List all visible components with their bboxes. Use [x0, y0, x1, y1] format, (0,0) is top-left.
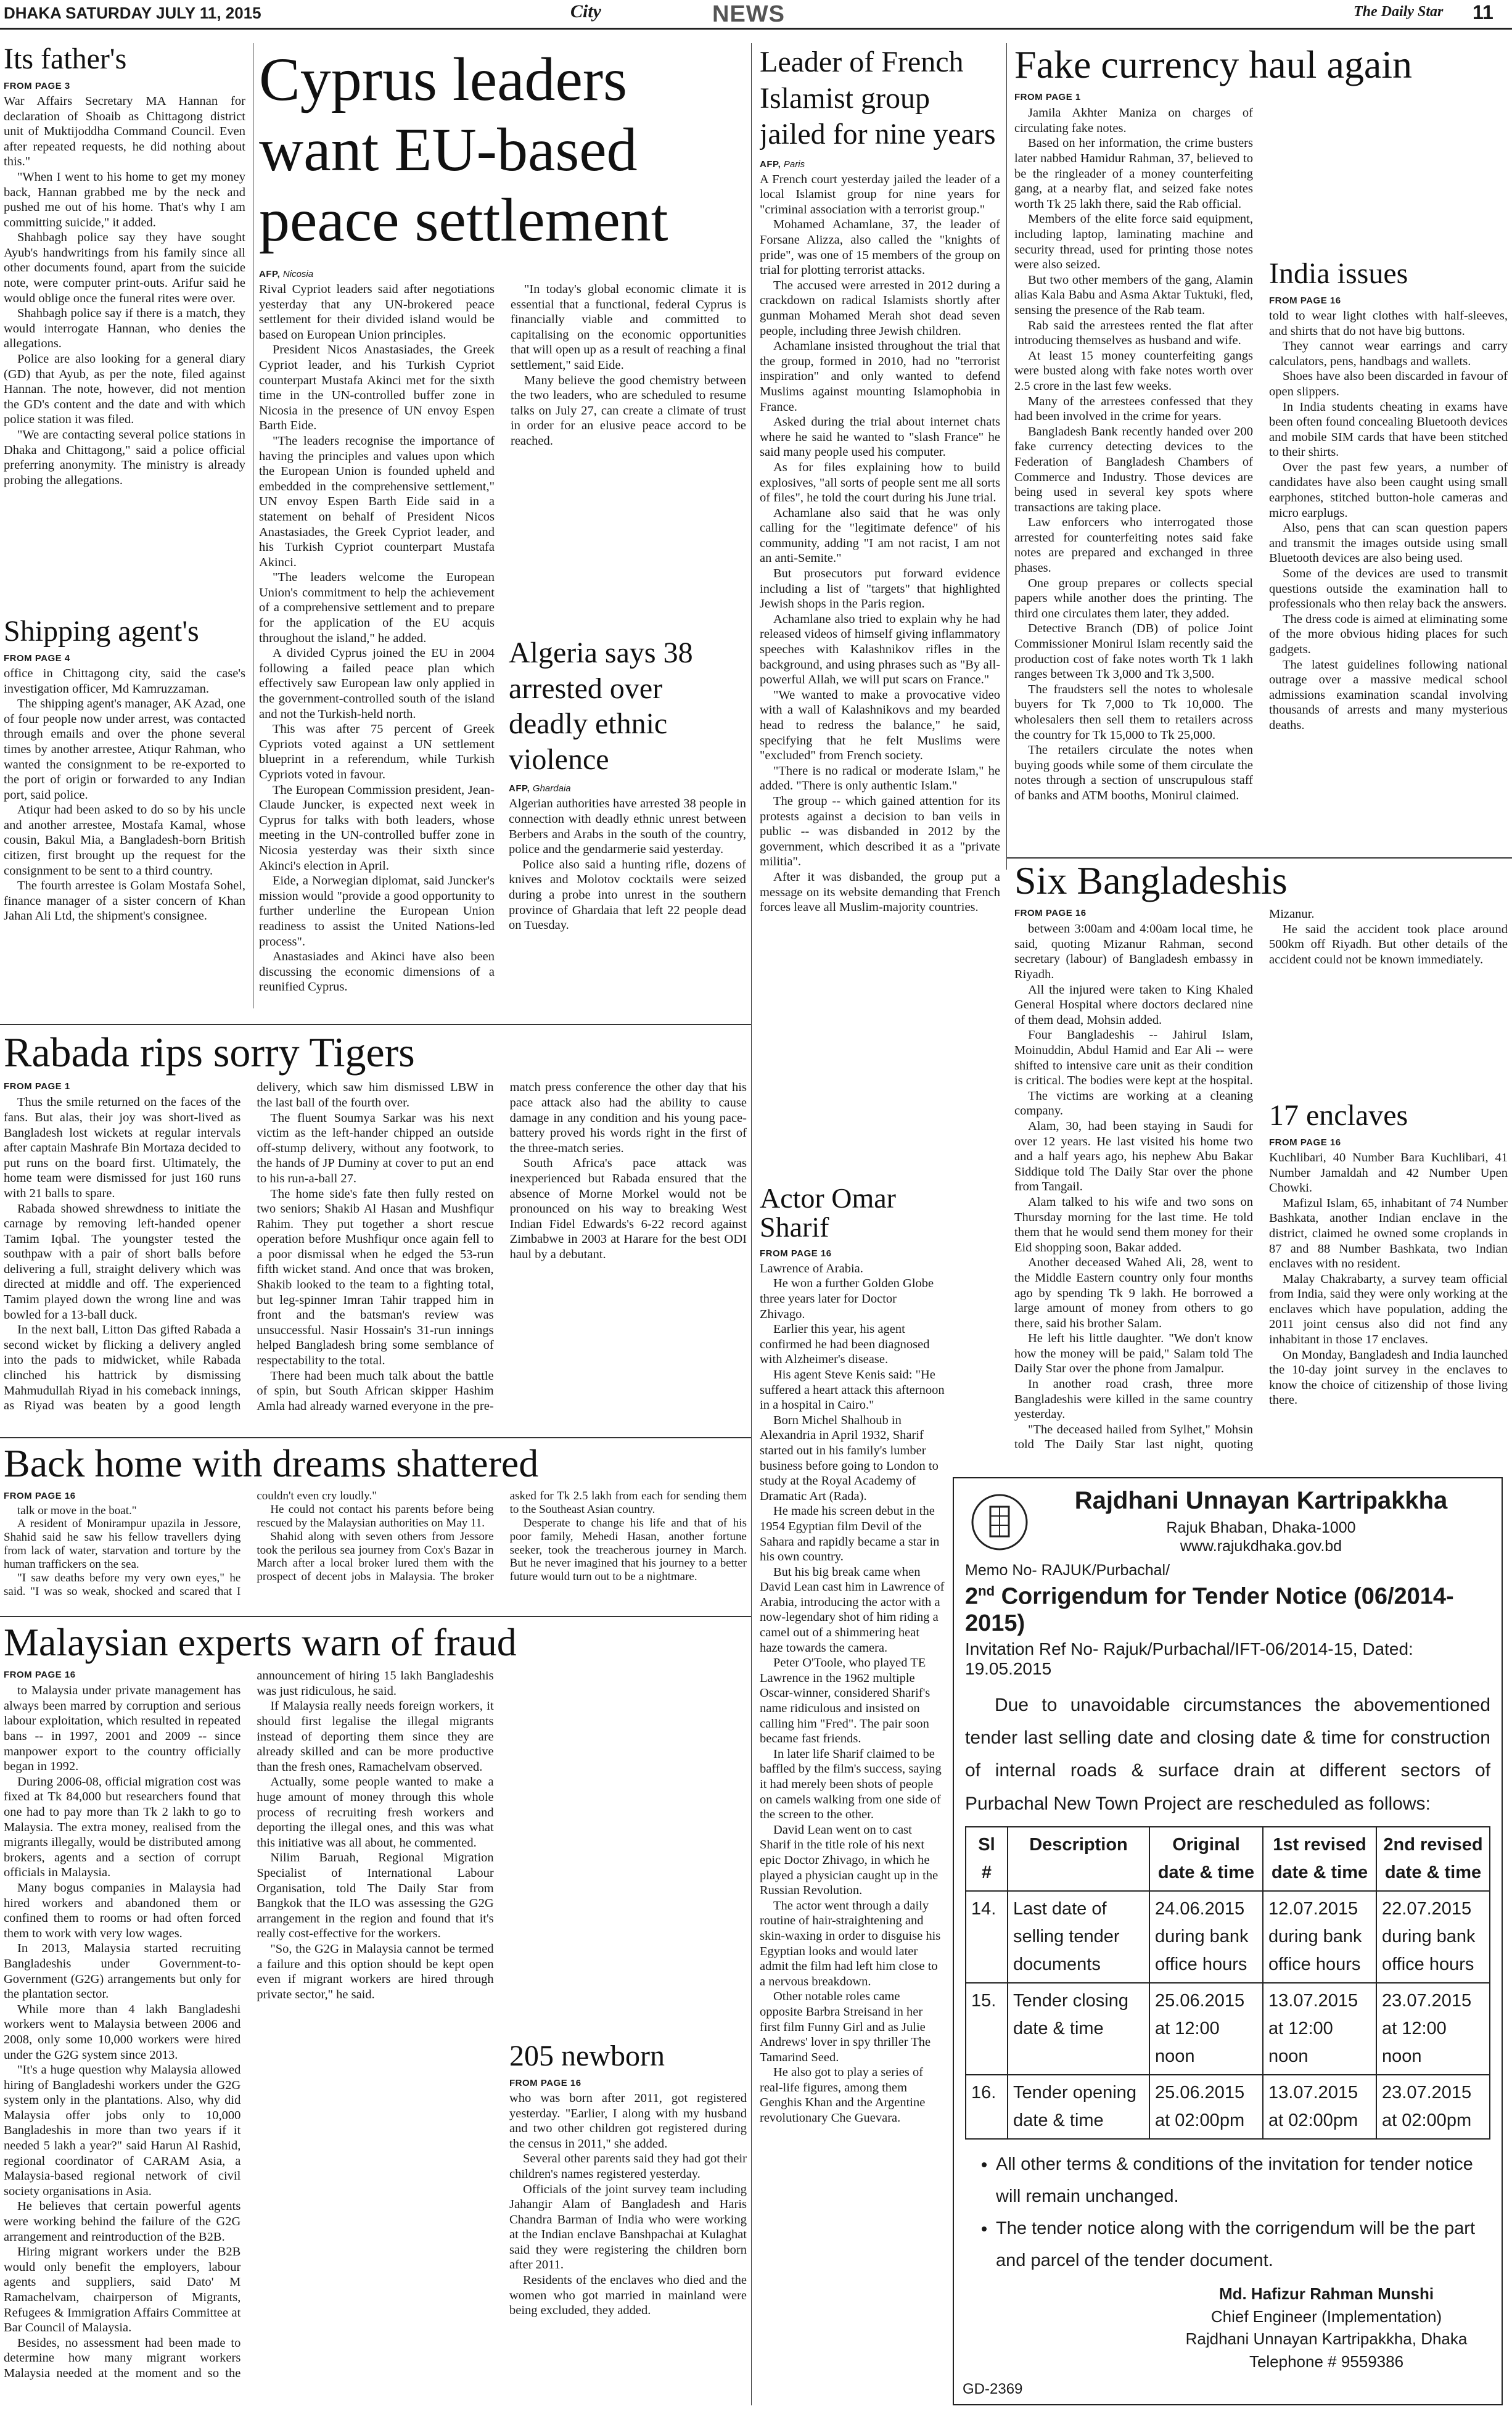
from-page: FROM PAGE 16	[1269, 1137, 1341, 1148]
article-back-home	[4, 1443, 747, 1613]
paragraph: Thus the smile returned on the faces of the fans. But alas, their joy was short-lived as Bangladesh lost wickets at regular intervals after captain Mashrafe Bin Mortaza decided to put runs on the board first. Ultimately, the home team were dismissed for just 160 runs with 21 balls to spare.	[4, 1095, 241, 1200]
paragraph: Law enforcers who interrogated those arrested for counterfeiting notes said fake notes are prepared and exchanged in three phases.	[1014, 516, 1253, 575]
signatory-title: Chief Engineer (Implementation)	[1210, 2307, 1442, 2326]
section-rule	[0, 1437, 751, 1438]
paragraph: Lawrence of Arabia.	[760, 1261, 863, 1275]
paragraph: But two other members of the gang, Alamin alias Kala Babu and Asma Aktar Tuktuki, fled, sensing the presence of the Rab team.	[1014, 273, 1253, 317]
paragraph: The retailers circulate the notes when buying goods while some of them circulate the notes through a section of unscrupulous staff of banks and ATM booths, Monirul claimed.	[1014, 743, 1253, 802]
byline	[259, 269, 746, 279]
ad-intro: Due to unavoidable circumstances the abovementioned tender last selling date and closing date & time for construction of internal roads & surface drain at different sectors of Purbachal New Town Project are rescheduled as follows:	[965, 1694, 1490, 1814]
paragraph: Members of the elite force said equipment, including laptop, laminating machine and security thread, used for printing those notes were also seized.	[1014, 212, 1253, 272]
column-header: 2nd revised date & time	[1376, 1827, 1490, 1891]
paragraph: He left his little daughter. "We don't know how the money will be paid," Salam told The Daily Star over the phone from Jamalpur.	[1014, 1332, 1253, 1376]
paragraph: He made his screen debut in the 1954 Egyptian film Devil of the Sahara and rapidly became a star in his own country.	[760, 1504, 940, 1564]
headline: Actor Omar Sharif	[760, 1184, 896, 1243]
paragraph: "In today's global economic climate it is essential that a functional, federal Cyprus is financially viable and committed to capitalising on the economic opportunities that will open up as a result of reaching a final settlement," said Eide.	[511, 282, 746, 372]
paragraph: Algerian authorities have arrested 38 people in connection with deadly ethnic unrest between Berbers and Arabs in the south of the country, police and the gendarmerie said yesterday.	[509, 797, 746, 857]
article-shipping-agents	[4, 617, 245, 1011]
ad-title-suffix: nd	[978, 1583, 995, 1599]
paragraph: Shoes have also been discarded in favour of open slippers.	[1269, 369, 1508, 398]
telephone: Telephone # 9559386	[1249, 2352, 1404, 2371]
paragraph: Detective Branch (DB) of police Joint Commissioner Monirul Islam recently said the production cost of fake notes worth Tk 1 lakh ranges between Tk 3,000 and Tk 3,500.	[1014, 622, 1253, 682]
section-rule	[0, 1616, 751, 1617]
from-page: FROM PAGE 16	[1269, 295, 1341, 306]
paragraph: In 2013, Malaysia started recruiting Bangladeshis under Government-to-Government (G2G) arrangements but only for the plantation sector.	[4, 1942, 241, 2001]
from-page: FROM PAGE 16	[4, 1491, 76, 1502]
city-label: City	[570, 1, 601, 22]
paragraph: told to wear light clothes with half-sleeves, and shirts that do not have big buttons.	[1269, 308, 1508, 338]
paragraph: Born Michel Shalhoub in Alexandria in April 1932, Sharif started out in his family's lumber business before going to London to study at the Royal Academy of Dramatic Art (Rada).	[760, 1413, 939, 1503]
from-page: FROM PAGE 16	[4, 1670, 76, 1681]
paragraph: He said the accident took place around 500km off Riyadh. But other details of the accident could not be known immediately.	[1269, 922, 1508, 967]
ad-title-number: 2	[965, 1583, 979, 1610]
table-cell: 12.07.2015 during bank office hours	[1263, 1891, 1376, 1983]
paragraph: "It's a huge question why Malaysia allowed hiring of Bangladeshi workers under the G2G system only in the plantations. Also, why did Malaysia offer jobs only to 10,000 Bangladeshis in more than two years if it needed 5 lakh a year?" said Harun Al Rashid, regional coordinator of CARAM Asia, a Malaysia-based regional network of civil society organisations in Asia.	[4, 2063, 241, 2198]
notes-list	[996, 2148, 1490, 2277]
org-name: Rajdhani Unnayan Kartripakkha	[1074, 1487, 1448, 1514]
paragraph: He believes that certain powerful agents were working behind the failure of the G2G arrangement and reintroduction of the B2B.	[4, 2199, 241, 2244]
article-body	[509, 2091, 747, 2318]
paragraph: Peter O'Toole, who played TE Lawrence in the 1962 multiple Oscar-winner, considered Sharif's name ridiculous and insisted on calling him "Fred". The pair soon became fast friends.	[760, 1656, 931, 1746]
article-body	[760, 1261, 945, 2126]
table-cell: 23.07.2015 at 02:00pm	[1376, 2075, 1490, 2139]
byline-place: Ghardaia	[532, 783, 571, 794]
table-cell: 15.	[966, 1983, 1008, 2075]
paragraph: "We wanted to make a provocative video with a wall of Kalashnikovs and my bearded head to redress the balance," he said, specifying that he felt Muslims were "excluded" from French society.	[760, 688, 1000, 763]
paragraph: On Monday, Bangladesh and India launched the 10-day joint survey in the enclaves to know the choice of citizenship of those living there.	[1269, 1348, 1508, 1407]
page-header	[0, 0, 1512, 30]
paragraph: Based on her information, the crime busters later nabbed Hamidur Rahman, 37, believed to be the ringleader of a money counterfeiting gang, at a nearby flat, and seized fake notes worth Tk 25 lakh there, said the Rab official.	[1014, 136, 1253, 211]
paragraph: Alam, 30, had been staying in Saudi for over 12 years. He last visited his home two and a half years ago, his nephew Abu Bakar Siddique told The Daily Star over the phone from Tangail.	[1014, 1119, 1253, 1194]
paragraph: Nilim Baruah, Regional Migration Specialist of International Labour Organisation, told The Daily Star from Bangkok that the ILO was assessing the G2G arrangement in the region and found that it's really cost-effective for the workers.	[257, 1851, 494, 1941]
article-205-newborn	[509, 2041, 747, 2405]
headline: Back home with dreams shattered	[4, 1443, 539, 1485]
paragraph: President Nicos Anastasiades, the Greek Cypriot leader, and his Turkish Cypriot counterpart Mustafa Akinci met for the sixth time in the UN-controlled buffer zone in Nicosia in the presence of UN envoy Espen Barth Eide.	[259, 343, 495, 433]
table-cell: 23.07.2015 at 12:00 noon	[1376, 1983, 1490, 2075]
paragraph: The fluent Soumya Sarkar was his next victim as the left-hander chipped an outside off-stump delivery, without any footwork, to the hands of JP Duminy at cover to put an end to his run-a-ball 27.	[257, 1111, 494, 1185]
rajuk-logo	[970, 1488, 1029, 1556]
from-page: FROM PAGE 16	[509, 2077, 581, 2088]
paragraph: The latest guidelines following national outrage over a massive medical school admissions examination scandal involving thousands of arrests and many mysterious deaths.	[1269, 657, 1508, 732]
ad-header	[965, 1487, 1490, 1558]
list-item: • All other terms & conditions of the invitation for tender notice will remain unchanged.	[996, 2148, 1490, 2212]
memo-number: Memo No- RAJUK/Purbachal/	[965, 1562, 1170, 1579]
paragraph: Achamlane also said that he was only calling for the "legitimate defence" of his community, adding "I am not racist, I am not an anti-Semite."	[760, 506, 1000, 566]
paragraph: A French court yesterday jailed the leader of a local Islamist group for nine years for "criminal association with a terrorist group."	[760, 172, 1000, 216]
article-body	[4, 666, 245, 924]
from-page: FROM PAGE 1	[4, 1081, 70, 1092]
paragraph: War Affairs Secretary MA Hannan for declaration of Shoaib as Chittagong district unit of Muktijoddha Command Council. Even after repeated requests, he did nothing about this."	[4, 94, 245, 169]
table-cell: 25.06.2015 at 02:00pm	[1149, 2075, 1263, 2139]
table-cell: 13.07.2015 at 12:00 noon	[1263, 1983, 1376, 2075]
paragraph: In the next ball, Litton Das gifted Rabada a second wicket by flicking a delivery angled into the pads to midwicket, while Rabada clinched his hattrick by dismissing Mahmudullah Riyad in his comeback innings, as Riyad was beaten by a good length delivery, which saw him dismissed LBW in the last ball of the fourth over.	[4, 1081, 494, 1413]
paragraph: One group prepares or collects special papers while another does the printing. The third one circulates them later, they added.	[1014, 576, 1253, 620]
paragraph: Malay Chakrabarty, a survey team official from India, said they were only working at the enclaves which have population, adding the 2011 joint census also did not find any inhabitant in those 17 enclaves.	[1269, 1272, 1508, 1347]
table-row	[966, 2075, 1490, 2139]
section-rule	[1006, 857, 1512, 859]
org-website: www.rajukdhaka.gov.bd	[1180, 1538, 1342, 1555]
paragraph: The shipping agent's manager, AK Azad, one of four people now under arrest, was contacted through emails and over the phone several times by another arrestee, Atiqur Rahman, who wanted the consignment to be re-exported to the port of origin or forwarded to any Indian port, said police.	[4, 697, 245, 802]
org-address: Rajuk Bhaban, Dhaka-1000	[1166, 1519, 1356, 1536]
table-cell: 25.06.2015 at 12:00 noon	[1149, 1983, 1263, 2075]
paragraph: Eide, a Norwegian diplomat, said Juncker's mission would "provide a good opportunity to further underline the European Union readiness to assist the United Nations-led process".	[259, 874, 495, 949]
paragraph: The accused were arrested in 2012 during a crackdown on radical Islamists shortly after gunman Mohamed Merah shot dead seven people, including three Jewish children.	[760, 278, 1000, 338]
paragraph: The victims are working at a cleaning company.	[1014, 1089, 1253, 1118]
article-india-issues	[1269, 259, 1508, 851]
paragraph: "The leaders recognise the importance of having the principles and values upon which the European Union is founded upheld and embedded in the comprehensive settlement," UN envoy Espen Barth Eide said in a statement on behalf of President Nicos Anastasiades, the Greek Cypriot leader, and his Turkish Cypriot counterpart Mustafa Akinci.	[259, 434, 495, 569]
table-cell: 16.	[966, 2075, 1008, 2139]
paragraph: Atiqur had been asked to do so by his uncle and another arrestee, Mostafa Kamal, whose cousin, Bakul Mia, a Bangladesh-born British citizen, first brought up the request for the consignment to be sent to a third country.	[4, 803, 245, 878]
article-french-islamist	[760, 44, 1000, 1155]
table-cell: Last date of selling tender documents	[1008, 1891, 1149, 1983]
ad-code: GD-2369	[963, 2381, 1023, 2397]
paragraph: A divided Cyprus joined the EU in 2004 following a failed peace plan which effectively saw European law only applied in the government-controlled south of the island and not the Turkish-held north.	[259, 646, 495, 721]
signatory-org: Rajdhani Unnayan Kartripakkha, Dhaka	[1185, 2330, 1468, 2349]
paragraph: The fourth arrestee is Golam Mostafa Sohel, finance manager of a sister concern of Khan Jahan Ali Ltd, the shipment's consignee.	[4, 879, 245, 923]
paragraph: Four Bangladeshis -- Jahirul Islam, Moinuddin, Abdul Hamid and Ear Ali -- were shifted to intensive care unit as their condition is critical. The bodies were kept at the hospital.	[1014, 1028, 1253, 1088]
paragraph: Shahbagh police say if there is a match, they would interrogate Hannan, who denies the allegations.	[4, 307, 245, 351]
paragraph: Several other parents said they had got their children's names registered yesterday.	[509, 2152, 747, 2181]
table-header-row	[966, 1827, 1490, 1891]
table-cell: 13.07.2015 at 02:00pm	[1263, 2075, 1376, 2139]
paragraph: Earlier this year, his agent confirmed he had been diagnosed with Alzheimer's disease.	[760, 1322, 930, 1367]
paragraph: between 3:00am and 4:00am local time, he said, quoting Mizanur Rahman, second secretary (labour) of Bangladesh embassy in Riyadh.	[1014, 922, 1253, 982]
byline-place: Paris	[783, 159, 805, 170]
paragraph: Police are also looking for a general diary (GD) that Ayub, as per the note, filed against Hannan. The note, however, did not mention the GD's content and the date and with which police station it was filed.	[4, 352, 245, 427]
paragraph: The dress code is aimed at eliminating some of the more obvious hiding places for such gadgets.	[1269, 612, 1508, 657]
table-cell: 22.07.2015 during bank office hours	[1376, 1891, 1490, 1983]
article-omar-sharif	[760, 1184, 945, 2402]
paragraph: If Malaysia really needs foreign workers, it should first legalise the illegal migrants instead of deporting them since they are already skilled and can be more productive than the fresh ones, Ramachelvam observed.	[257, 1699, 494, 1774]
article-body	[4, 1080, 747, 1425]
article-its-fathers	[4, 44, 245, 612]
headline: 205 newborn	[509, 2041, 665, 2072]
paragraph: He won a further Golden Globe three years later for Doctor Zhivago.	[760, 1277, 934, 1321]
table-cell: Tender closing date & time	[1008, 1983, 1149, 2075]
paragraph: Another deceased Wahed Ali, 28, went to the Middle Eastern country only four months ago by spending Tk 9 lakh. He borrowed a large amount of money from others to go there, said his brother Salam.	[1014, 1256, 1253, 1330]
paragraph: As for files explaining how to build explosives, "all sorts of people sent me all sorts of files", he told the court during his June trial.	[760, 460, 1000, 505]
paragraph: Desperate to change his life and that of his poor family, Mehedi Hasan, another fortune seeker, took the treacherous journey in March. But he never imagined that his journey to a better future would turn out to be a nightmare.	[509, 1516, 747, 1584]
paragraph: Achamlane also tried to explain why he had released videos of himself giving inflammatory speeches with Kalashnikov rifles in the background, and using phrases such as "By all-powerful Allah, we will put scars on France."	[760, 612, 1000, 687]
from-page: FROM PAGE 3	[4, 80, 70, 91]
paragraph: There had been much talk about the battle of spin, but South African skipper Hashim Amla had already warned everyone in the pre-match press conference the other day that his pace attack also had the ability to cause damage in any condition and his young pace-battery proved his words right in the first of the three-match series.	[257, 1081, 747, 1413]
paragraph: The group -- which gained attention for its protests against a decision to ban veils in public -- was disbanded in 2012 by the government, which described it as a "private militia".	[760, 794, 1000, 869]
paragraph: Bangladesh Bank recently handed over 200 fake currency detecting devices to the Federation of Bangladesh Chambers of Commerce and Industry. Those devices are being used in several key spots where transactions are taking place.	[1014, 424, 1253, 514]
ad-reference: Invitation Ref No- Rajuk/Purbachal/IFT-06/2014-15, Dated: 19.05.2015	[965, 1639, 1413, 1678]
table-cell: 14.	[966, 1891, 1008, 1983]
paragraph: He also got to play a series of real-life figures, among them Genghis Khan and the Argentine revolutionary Che Guevara.	[760, 2066, 926, 2125]
paragraph: While more than 4 lakh Bangladeshi workers went to Malaysia between 2006 and 2008, only some 10,000 workers were hired under the G2G system since 2013.	[4, 2002, 241, 2062]
dateline: DHAKA SATURDAY JULY 11, 2015	[4, 4, 261, 22]
section-rule	[0, 1024, 751, 1025]
signatory-name: Md. Hafizur Rahman Munshi	[1218, 2284, 1434, 2304]
from-page: FROM PAGE 1	[1014, 92, 1081, 103]
column-header: Description	[1008, 1827, 1149, 1891]
paragraph: office in Chittagong city, said the case's investigation officer, Md Kamruzzaman.	[4, 666, 245, 696]
headline: Leader of French Islamist group jailed for nine years	[760, 46, 996, 151]
paragraph: Actually, some people wanted to make a huge amount of money through this whole process of recruiting fresh workers and deporting the illegal ones, and this was what this initiative was all about, he commented.	[257, 1775, 494, 1850]
from-page: FROM PAGE 4	[4, 653, 70, 664]
article-body	[760, 172, 1000, 915]
tender-advertisement	[953, 1477, 1503, 2405]
paragraph: The European Commission president, Jean-Claude Juncker, is expected next week in Cyprus for talks with both leaders, whose meeting in the UN-controlled buffer zone in Nicosia yesterday was their sixth since Akinci's election in April.	[259, 783, 495, 873]
paragraph: Mohamed Achamlane, 37, the leader of Forsane Alizza, also called the "knights of pride", was one of 15 members of the group on trial for plotting terrorist attacks.	[760, 218, 1000, 278]
paragraph: "When I went to his home to get my money back, Hannan grabbed me by the neck and pushed me out of his home. That's why I am committing suicide," it added.	[4, 170, 245, 229]
page-number: 11	[1473, 1, 1494, 23]
paragraph: Asked during the trial about internet chats where he said he wanted to "slash France" he said many people used his computer.	[760, 415, 1000, 459]
paragraph: Shahbagh police say they have sought Ayub's handwritings from his family since all other documents found, apart from the suicide note, were computer print-outs. Arifur said he would oblige once the funeral rites were over.	[4, 231, 245, 305]
headline: Shipping agent's	[4, 617, 199, 648]
column-header: Sl #	[966, 1827, 1008, 1891]
byline-source: AFP,	[760, 159, 781, 170]
article-body	[1269, 1150, 1508, 1408]
paragraph: Shahid along with seven others from Jessore took the perilous sea journey from Cox's Bazar in March after a local broker lured them with the prospect of decent jobs in Malaysia. The broker asked for Tk 2.5 lakh from each for sending them to the Southeast Asian country.	[257, 1489, 747, 1584]
paragraph: In later life Sharif claimed to be baffled by the film's success, saying it had merely been shots of people on camels walking from one side of the screen to the other.	[760, 1747, 942, 1822]
paragraph: Besides, no assessment had been made to determine how many migrant workers Malaysia needed at the moment and so the announcement of hiring 15 lakh Bangladeshis was just ridiculous, he said.	[4, 1669, 494, 2380]
paragraph: Achamlane insisted throughout the trial that the group, formed in 2010, had no "terrorist inspiration" and only wanted to defend Muslims against mounting Islamophobia in France.	[760, 339, 1000, 414]
column-rule	[751, 43, 752, 2405]
paragraph: "I saw deaths before my very own eyes," he said. "I was so weak, shocked and scared that I couldn't even cry loudly."	[4, 1489, 377, 1598]
paragraph: Mafizul Islam, 65, inhabitant of 74 Number Bashkata, another Indian enclave in the district, claimed he owned some croplands in 87 and 88 Number Bashkata, two Indian enclaves with no resident.	[1269, 1196, 1508, 1271]
table-row	[966, 1891, 1490, 1983]
paragraph: Many of the arrestees confessed that they had been involved in the crime for years.	[1014, 394, 1253, 424]
headline: Fake currency haul again	[1014, 44, 1413, 86]
article-rabada	[4, 1031, 747, 1432]
from-page: FROM PAGE 16	[760, 1248, 832, 1259]
article-17-enclaves	[1269, 1101, 1508, 1471]
paragraph: Jamila Akhter Maniza on charges of circulating fake notes.	[1014, 106, 1253, 135]
article-body	[509, 796, 746, 933]
headline: Its father's	[4, 44, 127, 75]
byline-place: Nicosia	[282, 269, 314, 279]
paragraph: Hiring migrant workers under the B2B would only benefit the employers, labour agents and suppliers, said Dato' M Ramachelvam, chairperson of Migrants, Refugees & Immigration Affairs Committee at Bar Council of Malaysia.	[4, 2245, 241, 2335]
headline: Cyprus leaders want EU-based peace settlement	[259, 45, 668, 254]
paragraph: who was born after 2011, got registered yesterday. "Earlier, I along with my husband and two other children got registered during the census in 2011," she added.	[509, 2091, 747, 2151]
paragraph: Many bogus companies in Malaysia had hired workers and abandoned them or confined them to rooms or had often forced them to work with very low wages.	[4, 1881, 241, 1940]
ad-title	[965, 1583, 1490, 1637]
paragraph: Police also said a hunting rifle, dozens of knives and Molotov cocktails were seized during a probe into unrest in the southern province of Ghardaia that left 22 people dead on Tuesday.	[509, 857, 746, 933]
paragraph: A resident of Monirampur upazila in Jessore, Shahid said he saw his fellow travellers dying from lack of water, starvation and torture by the human traffickers on the sea.	[4, 1517, 241, 1571]
column-header: 1st revised date & time	[1263, 1827, 1376, 1891]
byline-source: AFP,	[259, 269, 281, 279]
paragraph: At least 15 money counterfeiting gangs were busted along with fake notes worth over 2.5 crore in the last few weeks.	[1014, 348, 1253, 393]
masthead: The Daily Star	[1354, 4, 1444, 20]
section-label: NEWS	[712, 1, 785, 27]
paragraph: During 2006-08, official migration cost was fixed at Tk 84,000 but researchers found that one had to pay more than Tk 2 lakh to go to Malaysia. The extra money, realised from the migrants illegally, would be distributed among brokers, agents and a section of corrupt officials in Malaysia.	[4, 1774, 241, 1880]
paragraph: His agent Steve Kenis said: "He suffered a heart attack this afternoon in a hospital in Cairo."	[760, 1367, 945, 1412]
headline: Algeria says 38 arrested over deadly ethnic violence	[509, 636, 693, 776]
paragraph: Many believe the good chemistry between the two leaders, who are scheduled to resume talks on July 27, can create a climate of trust in order for an elusive peace accord to be reached.	[511, 373, 746, 448]
byline	[509, 783, 746, 794]
article-body	[1269, 308, 1508, 733]
from-page: FROM PAGE 16	[1014, 908, 1087, 919]
paragraph: This was after 75 percent of Greek Cypriots voted against a UN settlement blueprint in a referendum, while Turkish Cypriots voted in favour.	[259, 722, 495, 781]
paragraph: Anastasiades and Akinci have also been discussing the economic dimensions of a reunified Cyprus.	[259, 950, 495, 994]
paragraph: Rival Cypriot leaders said after negotiations yesterday that any UN-brokered peace settlement for their divided island would be based on European Union principles.	[259, 282, 495, 342]
paragraph: Some of the devices are used to transmit questions outside the examination hall to professionals who then relay back the answers.	[1269, 567, 1508, 611]
article-body	[4, 1489, 747, 1607]
article-body	[4, 94, 245, 488]
ad-title-text: Corrigendum for Tender Notice (06/2014-2015)	[965, 1583, 1454, 1636]
paragraph: "The leaders welcome the European Union's commitment to help the achievement of a comprehensive settlement and to prepare for the application of the EU acquis throughout the island," he added.	[259, 571, 495, 645]
paragraph: "We are contacting several police stations in Dhaka and Chittagong," said a police official preferring anonymity. The ministry is already probing the allegations.	[4, 428, 245, 487]
paragraph: Alam talked to his wife and two sons on Thursday morning for the last time. He told them that he would send them money for their Eid shopping soon, Bakar added.	[1014, 1195, 1253, 1254]
paragraph: Other notable roles came opposite Barbra Streisand in her first film Funny Girl and as Julie Andrews' lover in spy thriller The Tamarind Seed.	[760, 1990, 931, 2064]
schedule-table	[965, 1826, 1490, 2139]
paragraph: After it was disbanded, the group put a message on its website demanding that French forces leave all Muslim-majority countries.	[760, 870, 1000, 915]
paragraph: Officials of the joint survey team including Jahangir Alam of Bangladesh and Haris Chandra Barman of India who were working at the Indian enclave Banshpachai at Kulaghat said they were registering the children born after 2011.	[509, 2182, 747, 2272]
byline-source: AFP,	[509, 783, 530, 794]
paragraph: to Malaysia under private management has always been marred by corruption and serious labour exploitation, which resulted in repeated bans -- in 1997, 2001 and 2009 -- since manpower export to the country officially began in 1992.	[4, 1684, 241, 1774]
paragraph: But prosecutors put forward evidence including a list of "targets" that highlighted Jewish shops in the Paris region.	[760, 567, 1000, 611]
table-row	[966, 1983, 1490, 2075]
paragraph: Rabada showed shrewdness to initiate the carnage by removing left-handed opener Tamim Iqbal. The youngster tested the southpaw with a pair of short balls before delivering a full, straight delivery which was directed at middle and off. The experienced Tamim played down the wrong line and was bowled for a 13-ball duck.	[4, 1201, 241, 1322]
headline: India issues	[1269, 259, 1408, 290]
article-algeria	[509, 635, 746, 1018]
paragraph: In India students cheating in exams have been often found concealing Bluetooth devices and mobile SIM cards that have been stitched to their shirts.	[1269, 400, 1508, 459]
column-rule	[1006, 43, 1007, 870]
byline	[760, 159, 1000, 170]
table-cell: 24.06.2015 during bank office hours	[1149, 1891, 1263, 1983]
paragraph: The home side's fate then fully rested on two seniors; Shakib Al Hasan and Mushfiqur Rahim. They put together a short rescue operation before Mushfiqur once again fell to a poor dismissal when he edged the 53-run fifth wicket stand. And once that was broken, Shakib looked to the team to a fighting total, but leg-spinner Imran Tahir trapped him in front and the batsman's review was unsuccessful. Nasir Hossain's 31-run innings helped Bangladesh bring some semblance of respectability to the total.	[257, 1187, 494, 1368]
list-item: • The tender notice along with the corrigendum will be the part and parcel of the tender document.	[996, 2212, 1490, 2276]
paragraph: "There is no radical or moderate Islam," he added. "There is only authentic Islam."	[760, 764, 1000, 793]
headline: Six Bangladeshis	[1014, 860, 1288, 902]
paragraph: Over the past few years, a number of candidates have also been caught using small earphones, stitched button-hole cameras and micro earplugs.	[1269, 460, 1508, 520]
paragraph: He could not contact his parents before being rescued by the Malaysian authorities on May 11.	[257, 1503, 494, 1530]
headline: 17 enclaves	[1269, 1101, 1408, 1132]
paragraph: David Lean went on to cast Sharif in the title role of his next epic Doctor Zhivago, in which he played a physician caught up in the Russian Revolution.	[760, 1823, 939, 1898]
paragraph: Also, pens that can scan question papers and transmit the images outside using small Bluetooth devices are also being used.	[1269, 521, 1508, 566]
paragraph: South Africa's pace attack was inexperienced but Rabada ensured that the absence of Morne Morkel would not be pronounced on his way to breaking West Indian Fidel Edwards's 6-22 record against Zimbabwe in 2003 at Harare for the best ODI haul by a debutant.	[509, 1156, 747, 1261]
paragraph: The fraudsters sell the notes to wholesale buyers for Tk 7,000 to Tk 10,000. The wholesalers then sell them to retailers across the country for Tk 15,000 to Tk 25,000.	[1014, 682, 1253, 742]
paragraph: talk or move in the boat."	[17, 1504, 137, 1517]
paragraph: All the injured were taken to King Khaled General Hospital where doctors declared nine of them dead, Mohsin added.	[1014, 982, 1253, 1027]
paragraph: "The deceased hailed from Sylhet," Mohsin told The Daily Star last night, quoting Mizanur.	[1014, 907, 1315, 1452]
paragraph: "So, the G2G in Malaysia cannot be termed a failure and this option should be kept open even if migrant workers are hired through private sector," he said.	[257, 1942, 494, 2001]
headline: Malaysian experts warn of fraud	[4, 1622, 517, 1664]
paragraph: In another road crash, three more Bangladeshis were killed in the same country yesterday.	[1014, 1377, 1253, 1422]
paragraph: Residents of the enclaves who died and the women who got married in mainland were being excluded, they added.	[509, 2273, 747, 2318]
paragraph: They cannot wear earrings and carry calculators, pens, handbags and wallets.	[1269, 339, 1508, 368]
paragraph: Kuchlibari, 40 Number Bara Kuchlibari, 41 Number Jamaldah and 42 Number Upen Chowki.	[1269, 1150, 1508, 1195]
signature-block	[1162, 2283, 1490, 2373]
table-cell: Tender opening date & time	[1008, 2075, 1149, 2139]
headline: Rabada rips sorry Tigers	[4, 1031, 415, 1076]
paragraph: But his big break came when David Lean cast him in Lawrence of Arabia, introducing the actor with a now-legendary shot of him riding a camel out of a shimmering heat haze towards the camera.	[760, 1565, 945, 1655]
paragraph: Rab said the arrestees rented the flat after introducing themselves as husband and wife.	[1014, 318, 1253, 348]
column-header: Original date & time	[1149, 1827, 1263, 1891]
paragraph: The actor went through a daily routine of hair-straightening and skin-waxing in order to disguise his Egyptian looks and would later admit the film had left him close to a nervous breakdown.	[760, 1898, 941, 1988]
